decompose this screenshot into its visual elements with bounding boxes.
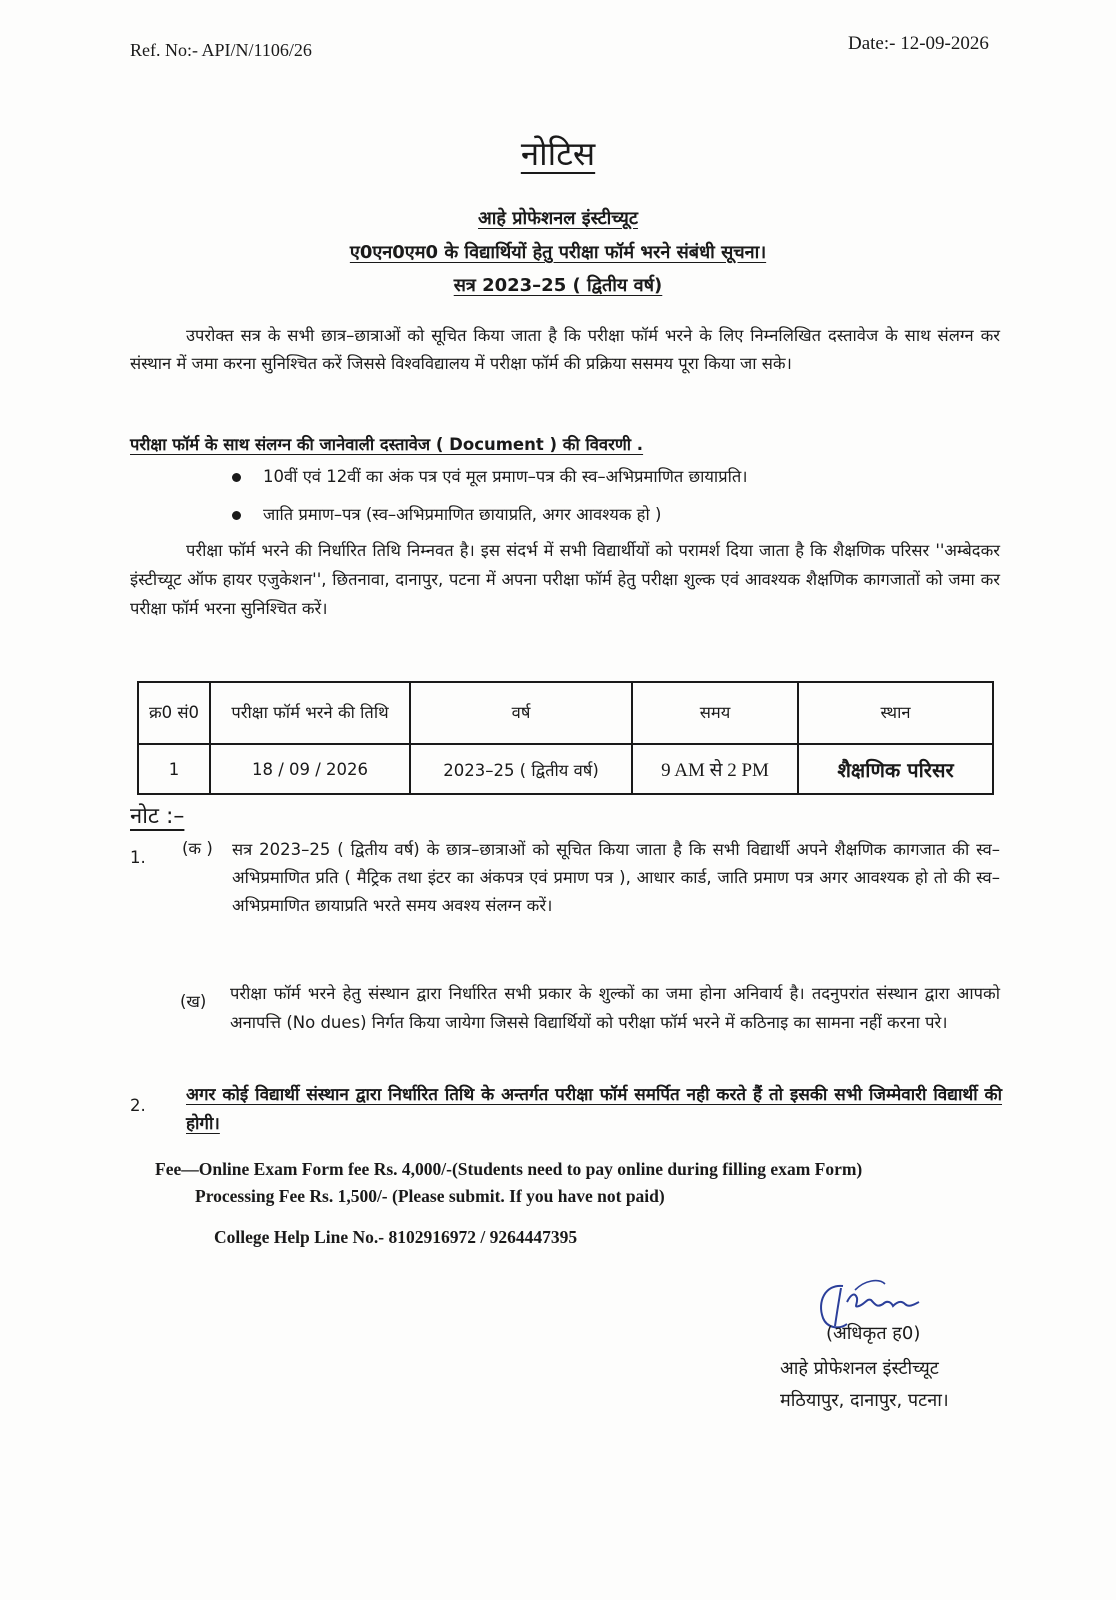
page-title: नोटिस: [520, 134, 596, 173]
documents-heading: परीक्षा फॉर्म के साथ संलग्न की जानेवाली दस्तावेज ( Document ) की विवरणी .: [130, 435, 644, 454]
document-item: 10वीं एवं 12वीं का अंक पत्र एवं मूल प्रमाण–पत्र की स्व–अभिप्रमाणित छायाप्रति।: [232, 464, 748, 487]
note-kha-label: (ख): [180, 992, 207, 1011]
session-heading: सत्र 2023–25 ( द्वितीय वर्ष): [453, 275, 663, 296]
table-header-row: [138, 682, 993, 744]
bullet-icon: [232, 511, 241, 520]
signatory-address: मठियापुर, दानापुर, पटना।: [780, 1390, 949, 1411]
signatory-institute: आहे प्रोफेशनल इंस्टीच्यूट: [780, 1358, 939, 1379]
note-number-1: 1.: [130, 848, 146, 867]
bullet-icon: [232, 473, 241, 482]
instruction-paragraph: परीक्षा फॉर्म भरने की निर्धारित तिथि निम्नवत है। इस संदर्भ में सभी विद्यार्थीयों को परामर्श दिया जाता है कि शैक्षणिक परिसर ''अम्बेदकर इंस्टीच्यूट ऑफ हायर एजुकेशन'', छितनावा, दानापुर, पटना में अपना परीक्षा फॉर्म हेतु परीक्षा शुल्क एवं आवश्यक शैक्षणिक कागजातों को जमा कर परीक्षा फॉर्म भरना सुनिश्चित करें।: [130, 541, 1000, 618]
helpline: College Help Line No.- 8102916972 / 9264447395: [214, 1227, 578, 1247]
document-item: जाति प्रमाण–पत्र (स्व–अभिप्रमाणित छायाप्रति, अगर आवश्यक हो ): [232, 502, 661, 525]
note-2-text: अगर कोई विद्यार्थी संस्थान द्वारा निर्धारित तिथि के अन्तर्गत परीक्षा फॉर्म समर्पित नही करते हैं तो इसकी सभी जिम्मेवारी विद्यार्थी की होगी।: [186, 1085, 1002, 1134]
notice-date: Date:- 12-09-2026: [848, 33, 989, 54]
header-serial: क्र0 सं0: [138, 682, 210, 744]
header-year: वर्ष: [410, 682, 632, 744]
reference-number: Ref. No:- API/N/1106/26: [130, 40, 312, 60]
header-date: परीक्षा फॉर्म भरने की तिथि: [210, 682, 410, 744]
cell-time: 9 AM से 2 PM: [632, 744, 798, 794]
note-number-2: 2.: [130, 1096, 146, 1115]
subject-heading: ए0एन0एम0 के विद्यार्थियों हेतु परीक्षा फॉर्म भरने संबंधी सूचना।: [349, 242, 767, 263]
schedule-table: [137, 681, 994, 795]
online-fee-line: Fee—Online Exam Form fee Rs. 4,000/-(Students need to pay online during filling exam Form): [155, 1159, 863, 1179]
table-row: [138, 744, 993, 794]
note-ka-text: सत्र 2023–25 ( द्वितीय वर्ष) के छात्र–छात्राओं को सूचित किया जाता है कि सभी विद्यार्थी अपने शैक्षणिक कागजात की स्व–अभिप्रमाणित प्रति ( मैट्रिक तथा इंटर का अंकपत्र एवं प्रमाण पत्र ), आधार कार्ड, जाति प्रमाण पत्र अगर आवश्यक हो तो की स्व–अभिप्रमाणित छायाप्रति भरते समय अवश्य संलग्न करें।: [232, 840, 1000, 915]
note-label: नोट :–: [130, 804, 185, 829]
cell-date: 18 / 09 / 2026: [210, 744, 410, 794]
header-time: समय: [632, 682, 798, 744]
signatory-title: (अधिकृत ह0): [826, 1323, 921, 1344]
processing-fee-line: Processing Fee Rs. 1,500/- (Please submit. If you have not paid): [195, 1186, 665, 1206]
note-ka-label: (क ): [182, 839, 213, 858]
cell-place: शैक्षणिक परिसर: [798, 744, 993, 794]
header-place: स्थान: [798, 682, 993, 744]
institute-heading: आहे प्रोफेशनल इंस्टीच्यूट: [478, 208, 638, 229]
note-kha-text: परीक्षा फॉर्म भरने हेतु संस्थान द्वारा निर्धारित सभी प्रकार के शुल्कों का जमा होना अनिवार्य है। तदनुपरांत संस्थान द्वारा आपको अनापत्ति (No dues) निर्गत किया जायेगा जिससे विद्यार्थियों को परीक्षा फॉर्म भरने में कठिनाइ का सामना नहीं करना परे।: [230, 984, 1000, 1032]
cell-serial: 1: [138, 744, 210, 794]
intro-paragraph: उपरोक्त सत्र के सभी छात्र–छात्राओं को सूचित किया जाता है कि परीक्षा फॉर्म भरने के लिए निम्नलिखित दस्तावेज के साथ संलग्न कर संस्थान में जमा करना सुनिश्चित करें जिससे विश्वविद्यालय में परीक्षा फॉर्म की प्रक्रिया ससमय पूरा किया जा सके।: [130, 326, 1000, 373]
cell-year: 2023–25 ( द्वितीय वर्ष): [410, 744, 632, 794]
